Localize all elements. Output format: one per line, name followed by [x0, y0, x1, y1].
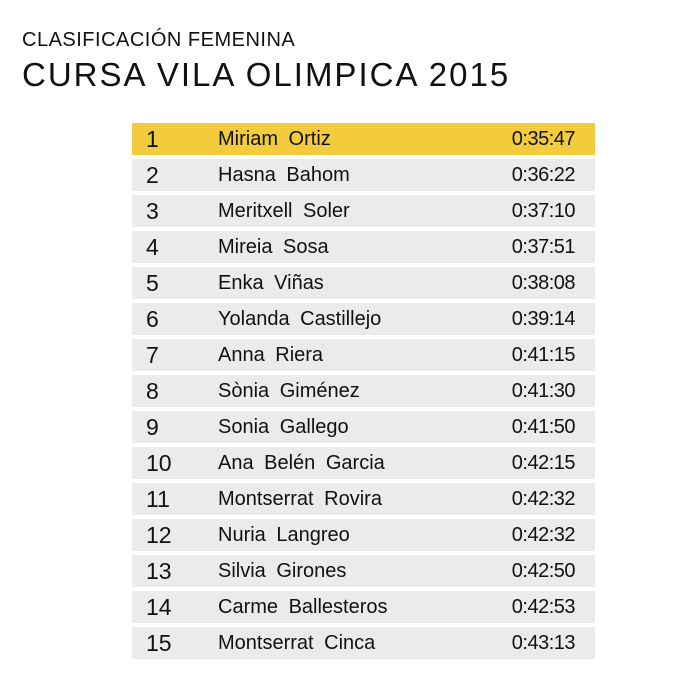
result-position: 13 [146, 557, 172, 584]
finish-time: 0:42:53 [511, 595, 575, 618]
results-table [132, 123, 595, 663]
runner-name: Miriam Ortiz [218, 127, 331, 150]
result-row [132, 231, 595, 263]
finish-time: 0:36:22 [511, 163, 575, 186]
result-position: 9 [146, 413, 159, 440]
page-subtitle: CLASIFICACIÓN FEMENINA [22, 29, 296, 51]
result-row [132, 627, 595, 659]
result-row [132, 555, 595, 587]
finish-time: 0:42:15 [511, 451, 575, 474]
result-position: 7 [146, 341, 159, 368]
finish-time: 0:37:10 [511, 199, 575, 222]
runner-name: Yolanda Castillejo [218, 307, 382, 330]
result-position: 2 [146, 161, 159, 188]
finish-time: 0:43:13 [511, 631, 575, 654]
result-row [132, 303, 595, 335]
result-position: 3 [146, 197, 159, 224]
runner-name: Montserrat Cinca [218, 631, 376, 654]
result-position: 8 [146, 377, 159, 404]
finish-time: 0:39:14 [511, 307, 575, 330]
runner-name: Montserrat Rovira [218, 487, 382, 510]
runner-name: Anna Riera [218, 343, 324, 366]
result-position: 5 [146, 269, 159, 296]
result-row [132, 591, 595, 623]
result-position: 12 [146, 521, 172, 548]
result-row-winner [132, 123, 595, 155]
runner-name: Carme Ballesteros [218, 595, 388, 618]
runner-name: Enka Viñas [218, 271, 324, 294]
finish-time: 0:35:47 [511, 127, 575, 150]
result-position: 6 [146, 305, 159, 332]
result-row [132, 267, 595, 299]
result-position: 10 [146, 449, 172, 476]
result-row [132, 159, 595, 191]
result-position: 1 [146, 125, 159, 152]
runner-name: Ana Belén Garcia [218, 451, 385, 474]
result-position: 11 [146, 485, 170, 512]
runner-name: Meritxell Soler [218, 199, 350, 222]
page-title: CURSA VILA OLIMPICA 2015 [22, 56, 511, 93]
result-row [132, 339, 595, 371]
result-row [132, 483, 595, 515]
runner-name: Silvia Girones [218, 559, 347, 582]
runner-name: Hasna Bahom [218, 163, 350, 186]
finish-time: 0:41:30 [511, 379, 575, 402]
result-row [132, 447, 595, 479]
runner-name: Sonia Gallego [218, 415, 349, 438]
result-position: 14 [146, 593, 172, 620]
runner-name: Mireia Sosa [218, 235, 329, 258]
result-row [132, 195, 595, 227]
result-position: 15 [146, 629, 172, 656]
result-row [132, 519, 595, 551]
result-row [132, 411, 595, 443]
finish-time: 0:42:32 [511, 523, 575, 546]
finish-time: 0:38:08 [511, 271, 575, 294]
finish-time: 0:41:50 [511, 415, 575, 438]
result-row [132, 375, 595, 407]
finish-time: 0:41:15 [511, 343, 575, 366]
header [22, 28, 510, 94]
finish-time: 0:42:50 [511, 559, 575, 582]
runner-name: Sònia Giménez [218, 379, 360, 402]
result-position: 4 [146, 233, 159, 260]
finish-time: 0:37:51 [511, 235, 575, 258]
runner-name: Nuria Langreo [218, 523, 350, 546]
finish-time: 0:42:32 [511, 487, 575, 510]
